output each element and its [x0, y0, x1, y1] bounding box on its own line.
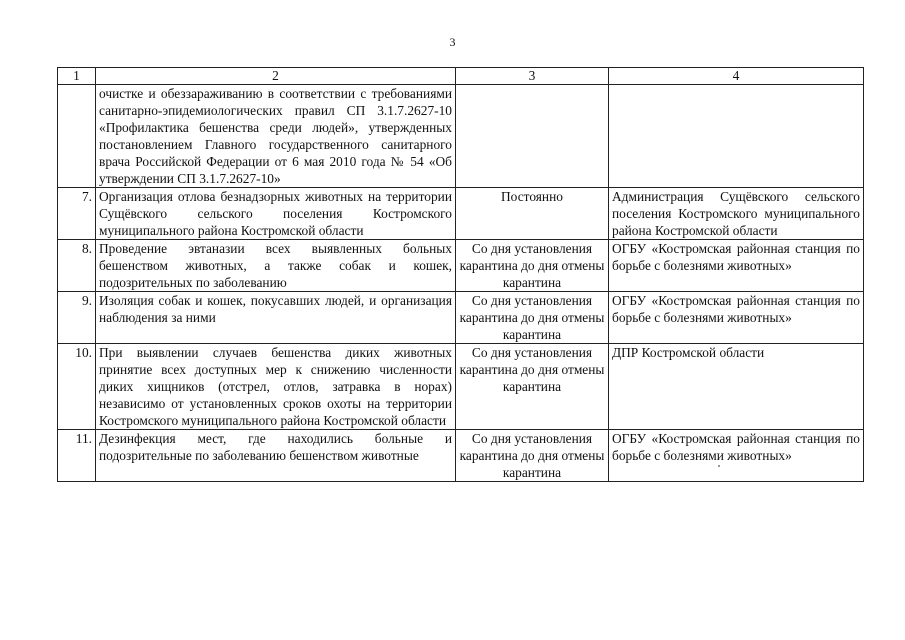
row-number: 7.: [58, 188, 96, 240]
row-number: 11.: [58, 430, 96, 482]
description-line: территории Сущёвского сельского поселения: [99, 189, 452, 221]
description-line: Проведение эвтаназии всех выявленных больных: [99, 241, 452, 256]
description-line: принятие всех доступных мер к снижению: [99, 362, 371, 377]
description-line: организация наблюдения за ними: [99, 293, 453, 325]
measure-term: Постоянно: [456, 188, 609, 240]
page-number: 3: [449, 35, 456, 49]
table-row: [58, 344, 864, 430]
description-line: Организация отлова безнадзорных животных на: [99, 189, 382, 204]
measure-description: [96, 292, 456, 344]
description-line: Российской Федерации от 6 мая 2010 года № 54: [135, 154, 424, 169]
description-line: очистке и обеззараживанию в соответствии с: [99, 86, 367, 101]
row-number: 8.: [58, 240, 96, 292]
measure-description: [96, 344, 456, 430]
description-line: сроков охоты на территории Костромского: [99, 396, 452, 428]
description-line: правил СП 3.1.7.2627-10 «Профилактика бешенства: [99, 103, 452, 135]
measure-term: Со дня установления карантина до дня отмены карантина: [456, 292, 609, 344]
responsible-party: ОГБУ «Костромская районная станция по борьбе с болезнями животных»: [609, 292, 864, 344]
scan-speck: [718, 465, 720, 467]
table-header-row: [58, 68, 864, 85]
table-row: [58, 85, 864, 188]
measure-description: [96, 240, 456, 292]
column-header: 2: [96, 68, 456, 85]
table-row: [58, 430, 864, 482]
column-header: 3: [456, 68, 609, 85]
row-number: 9.: [58, 292, 96, 344]
description-line: подозрительных по заболеванию: [99, 275, 287, 290]
description-line: бешенством животных, а также собак и кошек,: [99, 258, 452, 273]
row-number: 10.: [58, 344, 96, 430]
description-line: При выявлении случаев бешенства диких животных: [99, 345, 452, 360]
table-row: [58, 292, 864, 344]
responsible-party: [609, 85, 864, 188]
measure-term: Со дня установления карантина до дня отмены карантина: [456, 240, 609, 292]
description-line: подозрительные по заболеванию бешенством: [99, 448, 359, 463]
measure-description: [96, 85, 456, 188]
responsible-party: ОГБУ «Костромская районная станция по борьбе с болезнями животных»: [609, 430, 864, 482]
description-line: Изоляция собак и кошек, покусавших людей, и: [99, 293, 377, 308]
column-header: 4: [609, 68, 864, 85]
measures-table: [57, 67, 864, 482]
responsible-party: Администрация Сущёвского сельского поселения Костромского муниципального района Костромской области: [609, 188, 864, 240]
measure-description: [96, 430, 456, 482]
description-line: животные: [361, 448, 419, 463]
measure-term: Со дня установления карантина до дня отмены карантина: [456, 430, 609, 482]
table-row: [58, 188, 864, 240]
row-number: [58, 85, 96, 188]
description-line: Костромского муниципального района Костромской: [99, 206, 452, 238]
column-header: 1: [58, 68, 96, 85]
description-line: Дезинфекция мест, где находились больные и: [99, 431, 452, 446]
description-line: требованиями санитарно-эпидемиологических: [99, 86, 452, 118]
measure-term: [456, 85, 609, 188]
description-line: численности диких хищников (отстрел, отлов,: [99, 362, 452, 394]
measure-description: [96, 188, 456, 240]
table-row: [58, 240, 864, 292]
description-line: области: [318, 223, 364, 238]
description-line: затравка в норах) независимо от установленных: [99, 379, 452, 411]
description-line: среди людей», утвержденных постановлением: [99, 120, 452, 152]
description-line: муниципального района Костромской области: [181, 413, 447, 428]
description-line: Главного государственного санитарного врача: [99, 137, 452, 169]
responsible-party: ДПР Костромской области: [609, 344, 864, 430]
measure-term: Со дня установления карантина до дня отмены карантина: [456, 344, 609, 430]
description-line: «Об утверждении СП 3.1.7.2627-10»: [99, 154, 452, 186]
responsible-party: ОГБУ «Костромская районная станция по борьбе с болезнями животных»: [609, 240, 864, 292]
